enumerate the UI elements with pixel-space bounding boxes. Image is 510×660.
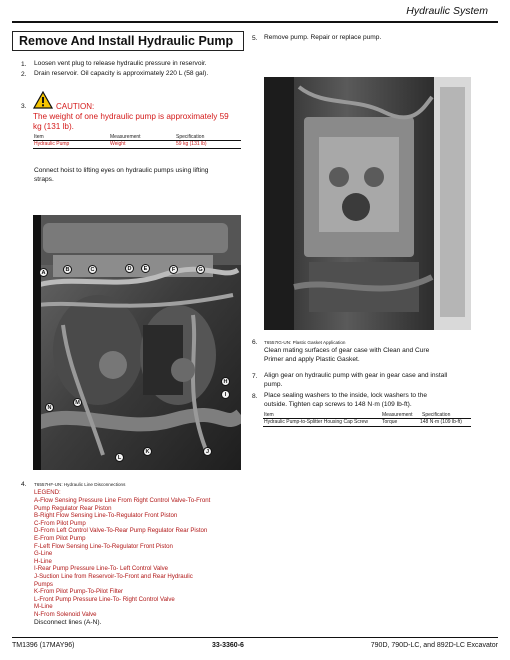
spec-table-1-header-specification: Specification (176, 134, 205, 140)
legend-item: A-Flow Sensing Pressure Line From Right Control Valve-To-Front (34, 497, 211, 504)
spec-table-2-bottom-rule (263, 426, 471, 427)
figure-caption-gasket: T6557IG-UN: Plastic Gasket Application (264, 340, 346, 345)
callout-m: M (73, 398, 82, 407)
step-2-text: Drain reservoir. Oil capacity is approximately 220 L (58 gal). (34, 70, 209, 77)
warning-icon (33, 91, 53, 109)
step-6-text-line1: Clean mating surfaces of gear case with Clean and Cure (264, 347, 430, 354)
header-rule (12, 21, 498, 23)
callout-g: G (196, 265, 205, 274)
callout-c: C (88, 265, 97, 274)
spec-table-1-header-measurement: Measurement (110, 134, 141, 140)
footer-page-number: 33-3360-6 (212, 642, 244, 649)
section-header-title: Hydraulic System (406, 5, 488, 17)
step-8-text-line1: Place sealing washers to the inside, lock washers to the (264, 392, 428, 399)
callout-a: A (39, 268, 48, 277)
caution-text-line2: kg (131 lb). (33, 122, 74, 131)
legend-list (34, 497, 246, 619)
legend-item: E-From Pilot Pump (34, 534, 86, 542)
callout-l: L (115, 453, 124, 462)
legend-item: D-From Left Control Valve-To-Rear Pump Regulator Rear Piston (34, 527, 208, 535)
spec-table-1-item: Hydraulic Pump (34, 141, 70, 147)
spec-table-2-measurement: Torque (382, 419, 398, 425)
legend-item: Pumps (34, 580, 53, 588)
hydraulic-lines-photo (33, 215, 241, 470)
callout-h: H (221, 377, 230, 386)
step-4-number: 4. (21, 481, 27, 488)
spec-table-1-header-item: Item (34, 134, 44, 140)
legend-item: C-From Pilot Pump (34, 519, 86, 527)
callout-f: F (169, 265, 178, 274)
step-5-number: 5. (252, 35, 258, 42)
step-6-text-line2: Primer and apply Plastic Gasket. (264, 356, 360, 363)
legend-item: N-From Solenoid Valve (34, 610, 97, 618)
legend-item: Pump Regulator Rear Piston (34, 504, 112, 512)
page-title: Remove And Install Hydraulic Pump (19, 34, 234, 48)
spec-table-2-header-specification: Specification (422, 412, 451, 418)
step-2-number: 2. (21, 71, 27, 78)
spec-table-1-specification: 59 kg (131 lb) (176, 141, 207, 147)
legend-item: K-From Pilot Pump-To-Pilot Filter (34, 588, 124, 596)
footer-right: 790D, 790D-LC, and 892D-LC Excavator (370, 642, 498, 649)
spec-table-1-measurement: Weight (110, 141, 126, 147)
legend-item: M-Line (34, 603, 53, 611)
callout-e: E (141, 264, 150, 273)
step-4-text: Disconnect lines (A-N). (34, 619, 102, 626)
callout-b: B (63, 265, 72, 274)
hydraulic-lines-photo-art (33, 215, 241, 470)
spec-table-2-item: Hydraulic Pump-to-Splitter Housing Cap Screw (264, 419, 368, 425)
spec-table-2-header-item: Item (264, 412, 274, 418)
step-6-number: 6. (252, 339, 258, 346)
callout-d: D (125, 264, 134, 273)
step-5-text: Remove pump. Repair or replace pump. (264, 34, 382, 41)
legend-item: G-Line (34, 550, 53, 558)
legend-item: F-Left Flow Sensing Line-To-Regulator Front Piston (34, 542, 173, 550)
step-7-number: 7. (252, 373, 258, 380)
gear-case-photo (264, 77, 471, 330)
callout-i: I (221, 390, 230, 399)
callout-k: K (143, 447, 152, 456)
step-7-text-line1: Align gear on hydraulic pump with gear in gear case and install (264, 372, 448, 379)
step-3-text-line2: straps. (34, 176, 54, 183)
step-1-number: 1. (21, 61, 27, 68)
caution-text-line1: The weight of one hydraulic pump is approximately 59 (33, 112, 229, 121)
step-8-text-line2: outside. Tighten cap screws to 148 N·m (109 lb-ft). (264, 401, 412, 408)
legend-label: LEGEND: (34, 489, 61, 496)
step-3-number: 3. (21, 103, 27, 110)
legend-item: B-Right Flow Sensing Line-To-Regulator Front Piston (34, 512, 178, 520)
spec-table-2-specification: 148 N·m (109 lb-ft) (420, 419, 462, 425)
spec-table-2-header-measurement: Measurement (382, 412, 413, 418)
footer-rule (12, 637, 498, 638)
step-8-number: 8. (252, 393, 258, 400)
callout-n: N (45, 403, 54, 412)
legend-item: I-Rear Pump Pressure Line-To- Left Control Valve (34, 565, 169, 573)
gear-case-photo-art (264, 77, 471, 330)
callout-j: J (203, 447, 212, 456)
legend-item: H-Line (34, 557, 52, 565)
step-7-text-line2: pump. (264, 381, 283, 388)
step-3-text-line1: Connect hoist to lifting eyes on hydraulic pumps using lifting (34, 167, 209, 174)
spec-table-1-bottom-rule (33, 148, 241, 149)
legend-item: J-Suction Line from Reservoir-To-Front and Rear Hydraulic (34, 572, 193, 580)
figure-caption-lines: T6557HF-UN: Hydraulic Line Disconnections (34, 482, 126, 487)
legend-item: L-Front Pump Pressure Line-To- Right Control Valve (34, 595, 175, 603)
step-1-text: Loosen vent plug to release hydraulic pressure in reservoir. (34, 60, 207, 67)
footer-left: TM1396 (17MAY96) (12, 642, 75, 649)
caution-label: CAUTION: (56, 102, 95, 111)
